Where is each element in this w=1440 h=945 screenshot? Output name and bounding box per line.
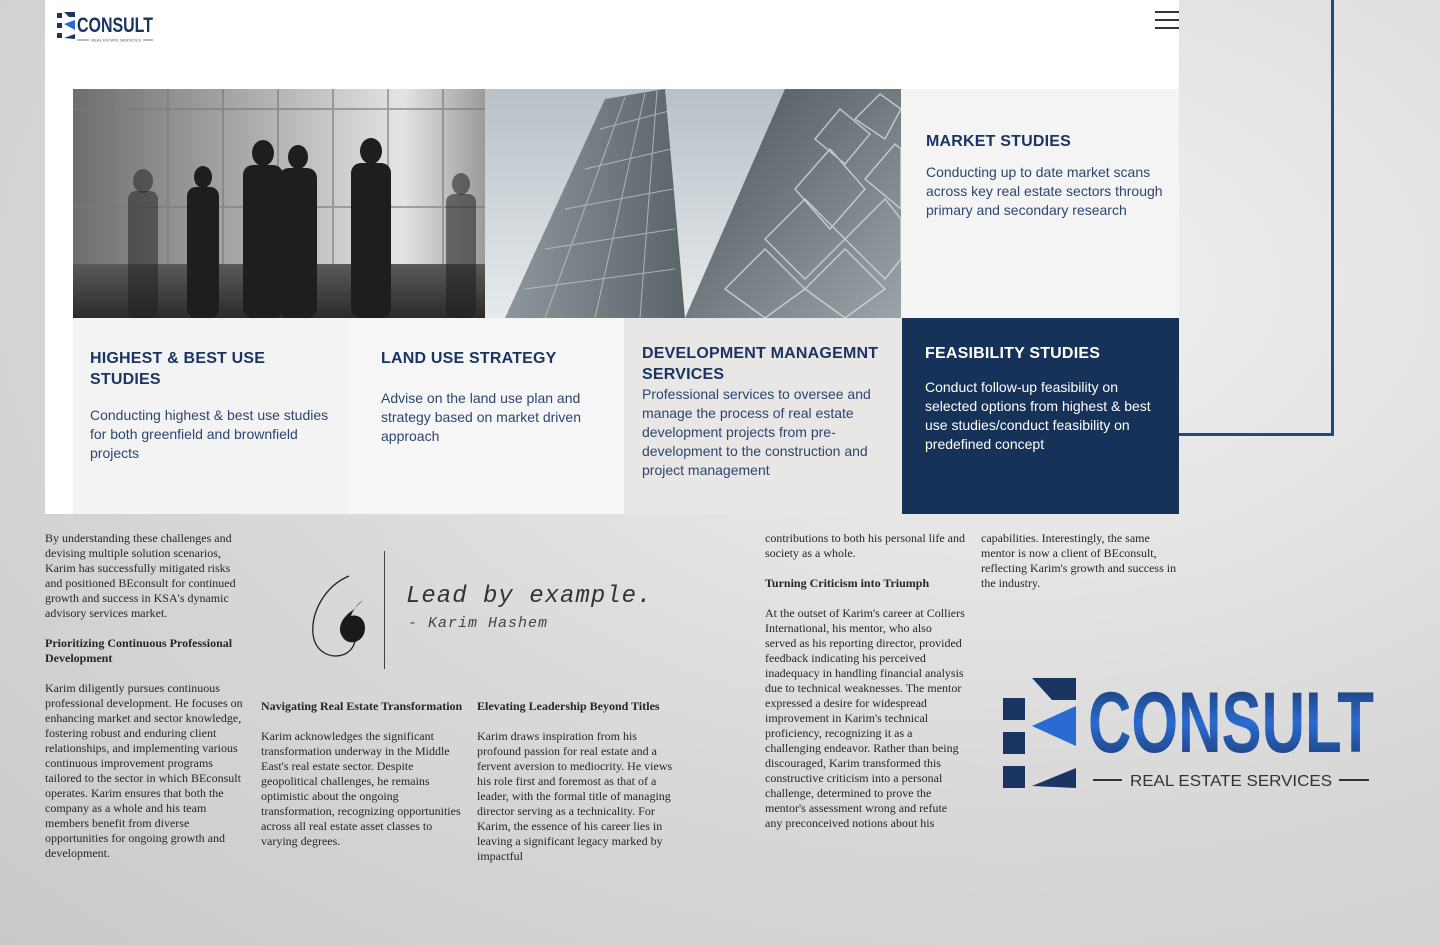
service-card-market-studies[interactable] [901, 89, 1179, 318]
article-column-3 [261, 699, 466, 849]
article-paragraph: Karim diligently pursues continuous professional development. He focuses on enhancing market and sector knowledge, fostering robust and enduring client relationships, and implementing various continuous improvement programs tailored to the sector in which BEconsult operates. Karim ensures that both the company as a whole and his team members benefit from diverse opportunities for ongoing growth and development. [45, 681, 243, 860]
article-paragraph: Karim acknowledges the significant transformation underway in the Middle East's real estate sector. Despite geopolitical challenges, he remains optimistic about the ongoing transformation, recognizing opportunities across all real estate asset classes to varying degrees. [261, 729, 461, 848]
quote-mark-icon [305, 572, 371, 662]
service-description: Conduct follow-up feasibility on selected options from highest & best use studies/conduct feasibility on predefined concept [925, 379, 1151, 452]
pull-quote-text: Lead by example. [406, 583, 653, 610]
logo-wordmark: CONSULT [1088, 675, 1374, 771]
decorative-frame-line [1178, 0, 1334, 436]
pull-quote-author: - Karim Hashem [408, 615, 549, 632]
article-paragraph: By understanding these challenges and devising multiple solution scenarios, Karim has successfully mitigated risks and positioned BEconsult for continued growth and success in KSA's dynamic advisory services market. [45, 531, 236, 620]
service-title: MARKET STUDIES [926, 133, 1072, 150]
article-paragraph: capabilities. Interestingly, the same mentor is now a client of BEconsult, reflecting Karim's growth and success in the industry. [981, 531, 1177, 590]
quote-divider [384, 551, 385, 669]
logo-tagline: REAL ESTATE SERVICES [1130, 773, 1332, 790]
article-column-6 [981, 531, 1181, 591]
article-subheading: Navigating Real Estate Transformation [261, 699, 463, 713]
service-card-land-use-strategy[interactable] [349, 318, 624, 514]
service-description: Conducting up to date market scans across key real estate sectors through primary and secondary research [926, 164, 1163, 218]
article-paragraph: Karim draws inspiration from his profound passion for real estate and a fervent aversion to mediocrity. He views his role first and foremost as that of a leader, with the formal title of managing director serving as a technicality. For Karim, the essence of his career lies in leaving a significant legacy marked by impactful [477, 729, 673, 863]
article-subheading: Turning Criticism into Triumph [765, 576, 930, 590]
service-title: DEVELOPMENT MANAGEMNT SERVICES [642, 345, 879, 383]
service-card-development-management[interactable] [624, 318, 902, 514]
business-people-silhouette-photo [73, 89, 486, 318]
article-paragraph: contributions to both his personal life and society as a whole. [765, 531, 965, 560]
service-title: FEASIBILITY STUDIES [925, 345, 1101, 362]
service-card-feasibility-studies[interactable] [902, 318, 1179, 514]
consult-logo-large [1000, 668, 1380, 798]
hamburger-icon[interactable] [1155, 11, 1179, 29]
skyscraper-facade-photo [485, 89, 901, 318]
service-card-highest-best-use[interactable] [73, 318, 349, 514]
article-subheading: Prioritizing Continuous Professional Development [45, 636, 233, 665]
consult-logo-small[interactable] [57, 10, 157, 44]
website-screenshot [45, 0, 1179, 514]
logo-wordmark: CONSULT [77, 14, 154, 37]
article-paragraph: At the outset of Karim's career at Colliers International, his mentor, who also served as his reporting director, provided feedback indicating his perceived inadequacy in handling financial analysis due to technical weaknesses. The mentor expressed a desire for widespread improvement in Karim's technical proficiency, recognizing it as a challenging endeavor. Rather than being discouraged, Karim transformed this constructive criticism into a personal challenge, determined to prove the mentor's assessment wrong and refute any preconceived notions about his [765, 606, 965, 830]
logo-tagline: REAL ESTATE SERVICES [91, 37, 142, 43]
service-description: Professional services to oversee and manage the process of real estate development projects from pre-development to the construction and project management [642, 386, 871, 478]
article-subheading: Elevating Leadership Beyond Titles [477, 699, 660, 713]
service-description: Advise on the land use plan and strategy based on market driven approach [381, 390, 581, 444]
article-column-1 [45, 531, 250, 861]
service-title: HIGHEST & BEST USE STUDIES [90, 350, 266, 388]
service-title: LAND USE STRATEGY [381, 350, 557, 367]
article-column-5 [765, 531, 965, 831]
article-column-4 [477, 699, 682, 864]
service-description: Conducting highest & best use studies for both greenfield and brownfield projects [90, 407, 329, 461]
